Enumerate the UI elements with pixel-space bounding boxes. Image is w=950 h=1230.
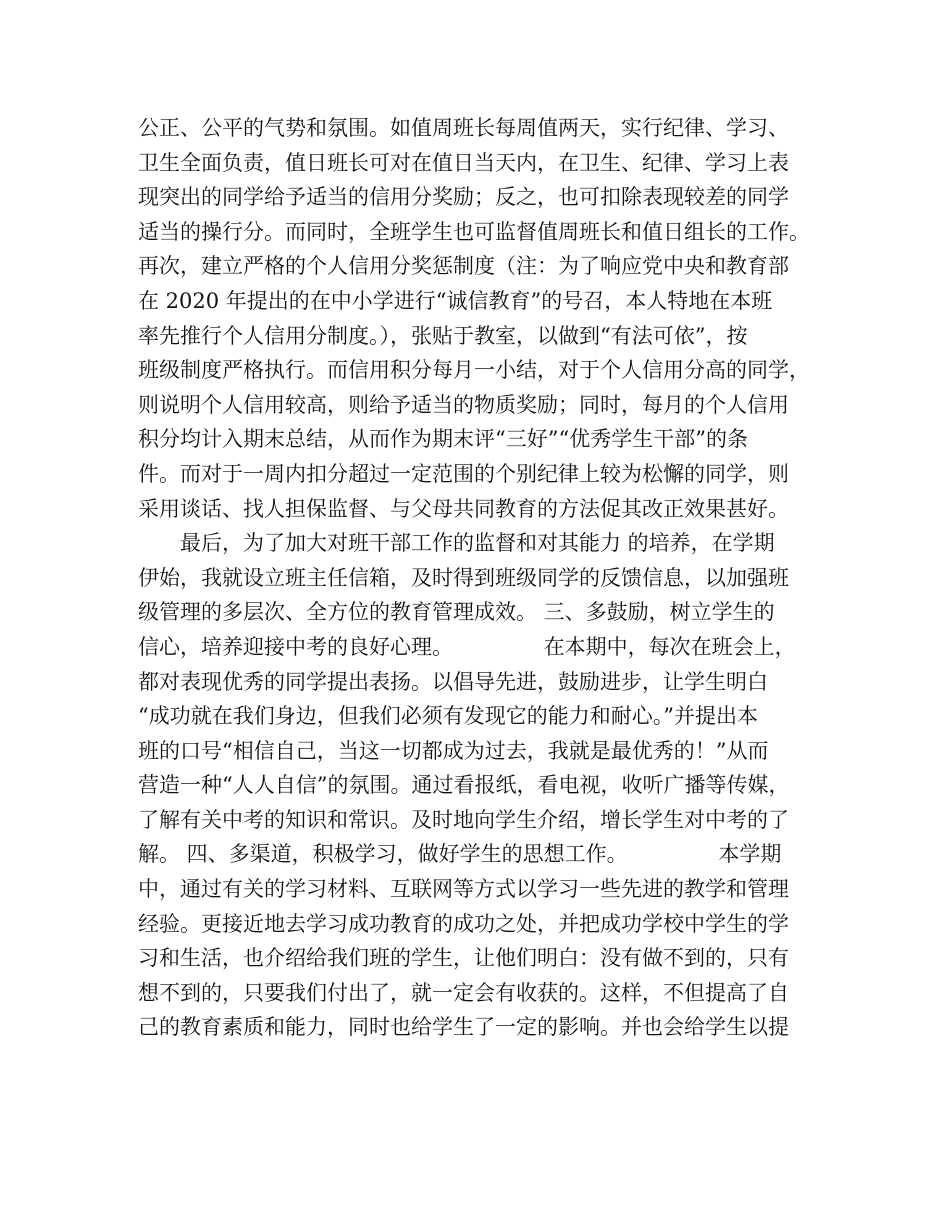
text-line: 则说明个人信用较高，则给予适当的物质奖励；同时，每月的个人信用 <box>138 392 789 417</box>
text-line: 公正、公平的气势和氛围。如值周班长每周值两天，实行纪律、学习、 <box>138 116 789 140</box>
text-line: 现突出的同学给予适当的信用分奖励；反之，也可扣除表现较差的同学 <box>138 185 789 210</box>
text-line: 采用谈话、找人担保监督、与父母共同教育的方法促其改正效果甚好。 <box>138 496 789 521</box>
text-line: 信心，培养迎接中考的良好心理。 在本期中，每次在班会上， <box>138 634 796 659</box>
text-line: 最后，为了加大对班干部工作的监督和对其能力 的培养，在学期 <box>138 531 775 556</box>
text-line: “成功就在我们身边，但我们必须有发现它的能力和耐心。”并提出本 <box>138 704 758 729</box>
text-line: 班级制度严格执行。而信用积分每月一小结，对于个人信用分高的同学， <box>138 358 810 383</box>
text-line: 件。而对于一周内扣分超过一定范围的个别纪律上较为松懈的同学，则 <box>138 461 789 486</box>
body-text <box>138 111 828 1045</box>
text-line: 在 2020 年提出的在中小学进行“诚信教育”的号召，本人特地在本班 <box>138 288 773 313</box>
text-line: 率先推行个人信用分制度。），张贴于教室，以做到“有法可依”，按 <box>138 323 748 348</box>
text-line: 级管理的多层次、全方位的教育管理成效。 三、多鼓励，树立学生的 <box>138 600 775 625</box>
text-line: 都对表现优秀的同学提出表扬。以倡导先进，鼓励进步，让学生明白 <box>138 669 768 694</box>
text-line: 适当的操行分。而同时，全班学生也可监督值周班长和值日组长的工作。 <box>138 219 810 244</box>
text-line: 伊始，我就设立班主任信箱，及时得到班级同学的反馈信息，以加强班 <box>138 565 789 590</box>
text-line: 己的教育素质和能力，同时也给学生了一定的影响。并也会给学生以提 <box>138 1015 789 1040</box>
text-line: 想不到的，只要我们付出了，就一定会有收获的。这样，不但提高了自 <box>138 980 789 1005</box>
text-line: 中，通过有关的学习材料、互联网等方式以学习一些先进的教学和管理 <box>138 877 789 902</box>
text-line: 卫生全面负责，值日班长可对在值日当天内，在卫生、纪律、学习上表 <box>138 150 789 175</box>
text-line: 积分均计入期末总结，从而作为期末评“三好”“优秀学生干部”的条 <box>138 427 748 452</box>
text-line: 习和生活，也介绍给我们班的学生，让他们明白：没有做不到的，只有 <box>138 946 789 971</box>
text-line: 班的口号“相信自己，当这一切都成为过去，我就是最优秀的！”从而 <box>138 738 769 763</box>
text-line: 解。 四、多渠道，积极学习，做好学生的思想工作。 本学期 <box>138 842 782 867</box>
text-line: 营造一种“人人自信”的氛围。通过看报纸，看电视，收听广播等传媒， <box>138 773 790 798</box>
text-line: 再次，建立严格的个人信用分奖惩制度（注：为了响应党中央和教育部 <box>138 254 789 279</box>
text-line: 了解有关中考的知识和常识。及时地向学生介绍，增长学生对中考的了 <box>138 807 789 832</box>
text-line: 经验。更接近地去学习成功教育的成功之处，并把成功学校中学生的学 <box>138 911 789 936</box>
